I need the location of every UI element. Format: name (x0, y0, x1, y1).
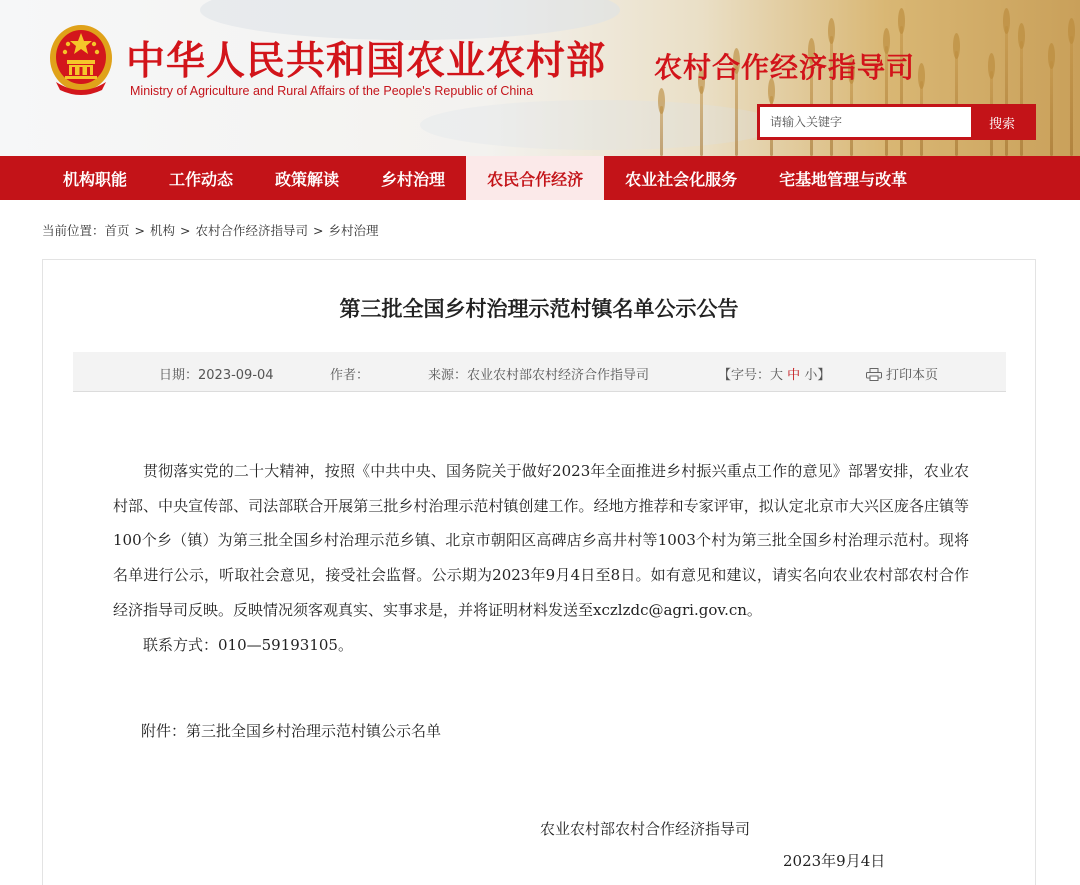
decor-cloud (420, 100, 780, 150)
wheat-head (898, 8, 905, 34)
wheat-head (1018, 23, 1025, 49)
breadcrumb-prefix: 当前位置： (42, 223, 105, 238)
search-input[interactable] (760, 107, 971, 137)
wheat-head (953, 33, 960, 59)
article-container (42, 259, 1036, 885)
font-size-control (718, 364, 830, 383)
nav-item-rural-governance[interactable]: 乡村治理 (381, 169, 446, 189)
nav-item-homestead-reform[interactable]: 宅基地管理与改革 (779, 169, 908, 189)
breadcrumb-separator: > (313, 223, 324, 238)
breadcrumb-home[interactable]: 首页 (104, 223, 130, 238)
department-title: 农村合作经济指导司 (654, 51, 916, 84)
wheat-head (828, 18, 835, 44)
wheat-head (1048, 43, 1055, 69)
breadcrumb-separator: > (134, 223, 146, 238)
contact-info: 联系方式：010—59193105。 (143, 635, 353, 654)
attachment-link[interactable]: 附件：第三批全国乡村治理示范村镇公示名单 (141, 722, 442, 740)
article-author: 作者： (330, 368, 370, 383)
main-nav (0, 156, 1080, 200)
article-title: 第三批全国乡村治理示范村镇名单公示公告 (339, 297, 739, 321)
article-paragraph: 贯彻落实党的二十大精神，按照《中共中央、国务院关于做好2023年全面推进乡村振兴重点工作的意见》部署安排，农业农村部、中央宣传部、司法部联合开展第三批乡村治理示范村镇创建工作。经地方推荐和专家评审，拟认定北京市大兴区庞各庄镇等100个乡（镇）为第三批全国乡村治理示范乡镇、北京市朝阳区高碑店乡高井村等1003个村为第三批全国乡村治理示范村。现将名单进行公示，听取社会意见，接受社会监督。公示期为2023年9月4日至8日。如有意见和建议，请实名向农业农村部农村合作经济指导司反映。反映情况须客观真实、实事求是，并将证明材料发送至xczlzdc@agri.gov.cn。 (113, 462, 969, 619)
print-label: 打印本页 (886, 368, 939, 383)
wheat-stalk (1050, 61, 1053, 156)
wheat-stalk (1070, 36, 1073, 156)
breadcrumb (42, 221, 379, 239)
font-size-small[interactable]: 小 (804, 368, 818, 383)
nav-item-socialized-services[interactable]: 农业社会化服务 (625, 169, 738, 189)
search-button[interactable]: 搜索 (971, 107, 1033, 137)
article-meta-bar (73, 352, 1006, 392)
breadcrumb-current[interactable]: 乡村治理 (328, 223, 379, 238)
wheat-stalk (700, 86, 703, 156)
breadcrumb-department[interactable]: 农村合作经济指导司 (195, 223, 309, 238)
breadcrumb-institution[interactable]: 机构 (150, 223, 176, 238)
nav-item-policy[interactable]: 政策解读 (275, 169, 340, 189)
printer-icon (866, 368, 882, 381)
breadcrumb-separator: > (180, 223, 191, 238)
article-sign-date: 2023年9月4日 (783, 852, 886, 870)
wheat-head (1068, 18, 1075, 44)
article-date: 日期：2023-09-04 (159, 368, 274, 383)
nav-item-work-news[interactable]: 工作动态 (169, 169, 234, 189)
site-title-english: Ministry of Agriculture and Rural Affairs of the People's Republic of China (130, 84, 534, 98)
site-header (0, 0, 1080, 156)
wheat-head (658, 88, 665, 114)
font-size-medium[interactable]: 中 (787, 368, 801, 383)
article-signature: 农业农村部农村合作经济指导司 (540, 820, 751, 838)
print-button[interactable] (866, 364, 938, 383)
search-bar (757, 104, 1036, 140)
nav-item-cooperative-economy[interactable]: 农民合作经济 (466, 156, 604, 200)
article-body (113, 454, 969, 662)
font-size-prefix: 【字号： (718, 368, 771, 383)
article-source: 来源：农业农村部农村经济合作指导司 (428, 368, 650, 383)
site-title: 中华人民共和国农业农村部 (126, 38, 607, 84)
nav-item-institution[interactable]: 机构职能 (63, 169, 128, 189)
wheat-head (988, 53, 995, 79)
font-size-large[interactable]: 大 (770, 368, 784, 383)
font-size-suffix: 】 (817, 368, 831, 383)
wheat-head (1003, 8, 1010, 34)
wheat-head (918, 63, 925, 89)
national-emblem-icon (48, 24, 114, 96)
